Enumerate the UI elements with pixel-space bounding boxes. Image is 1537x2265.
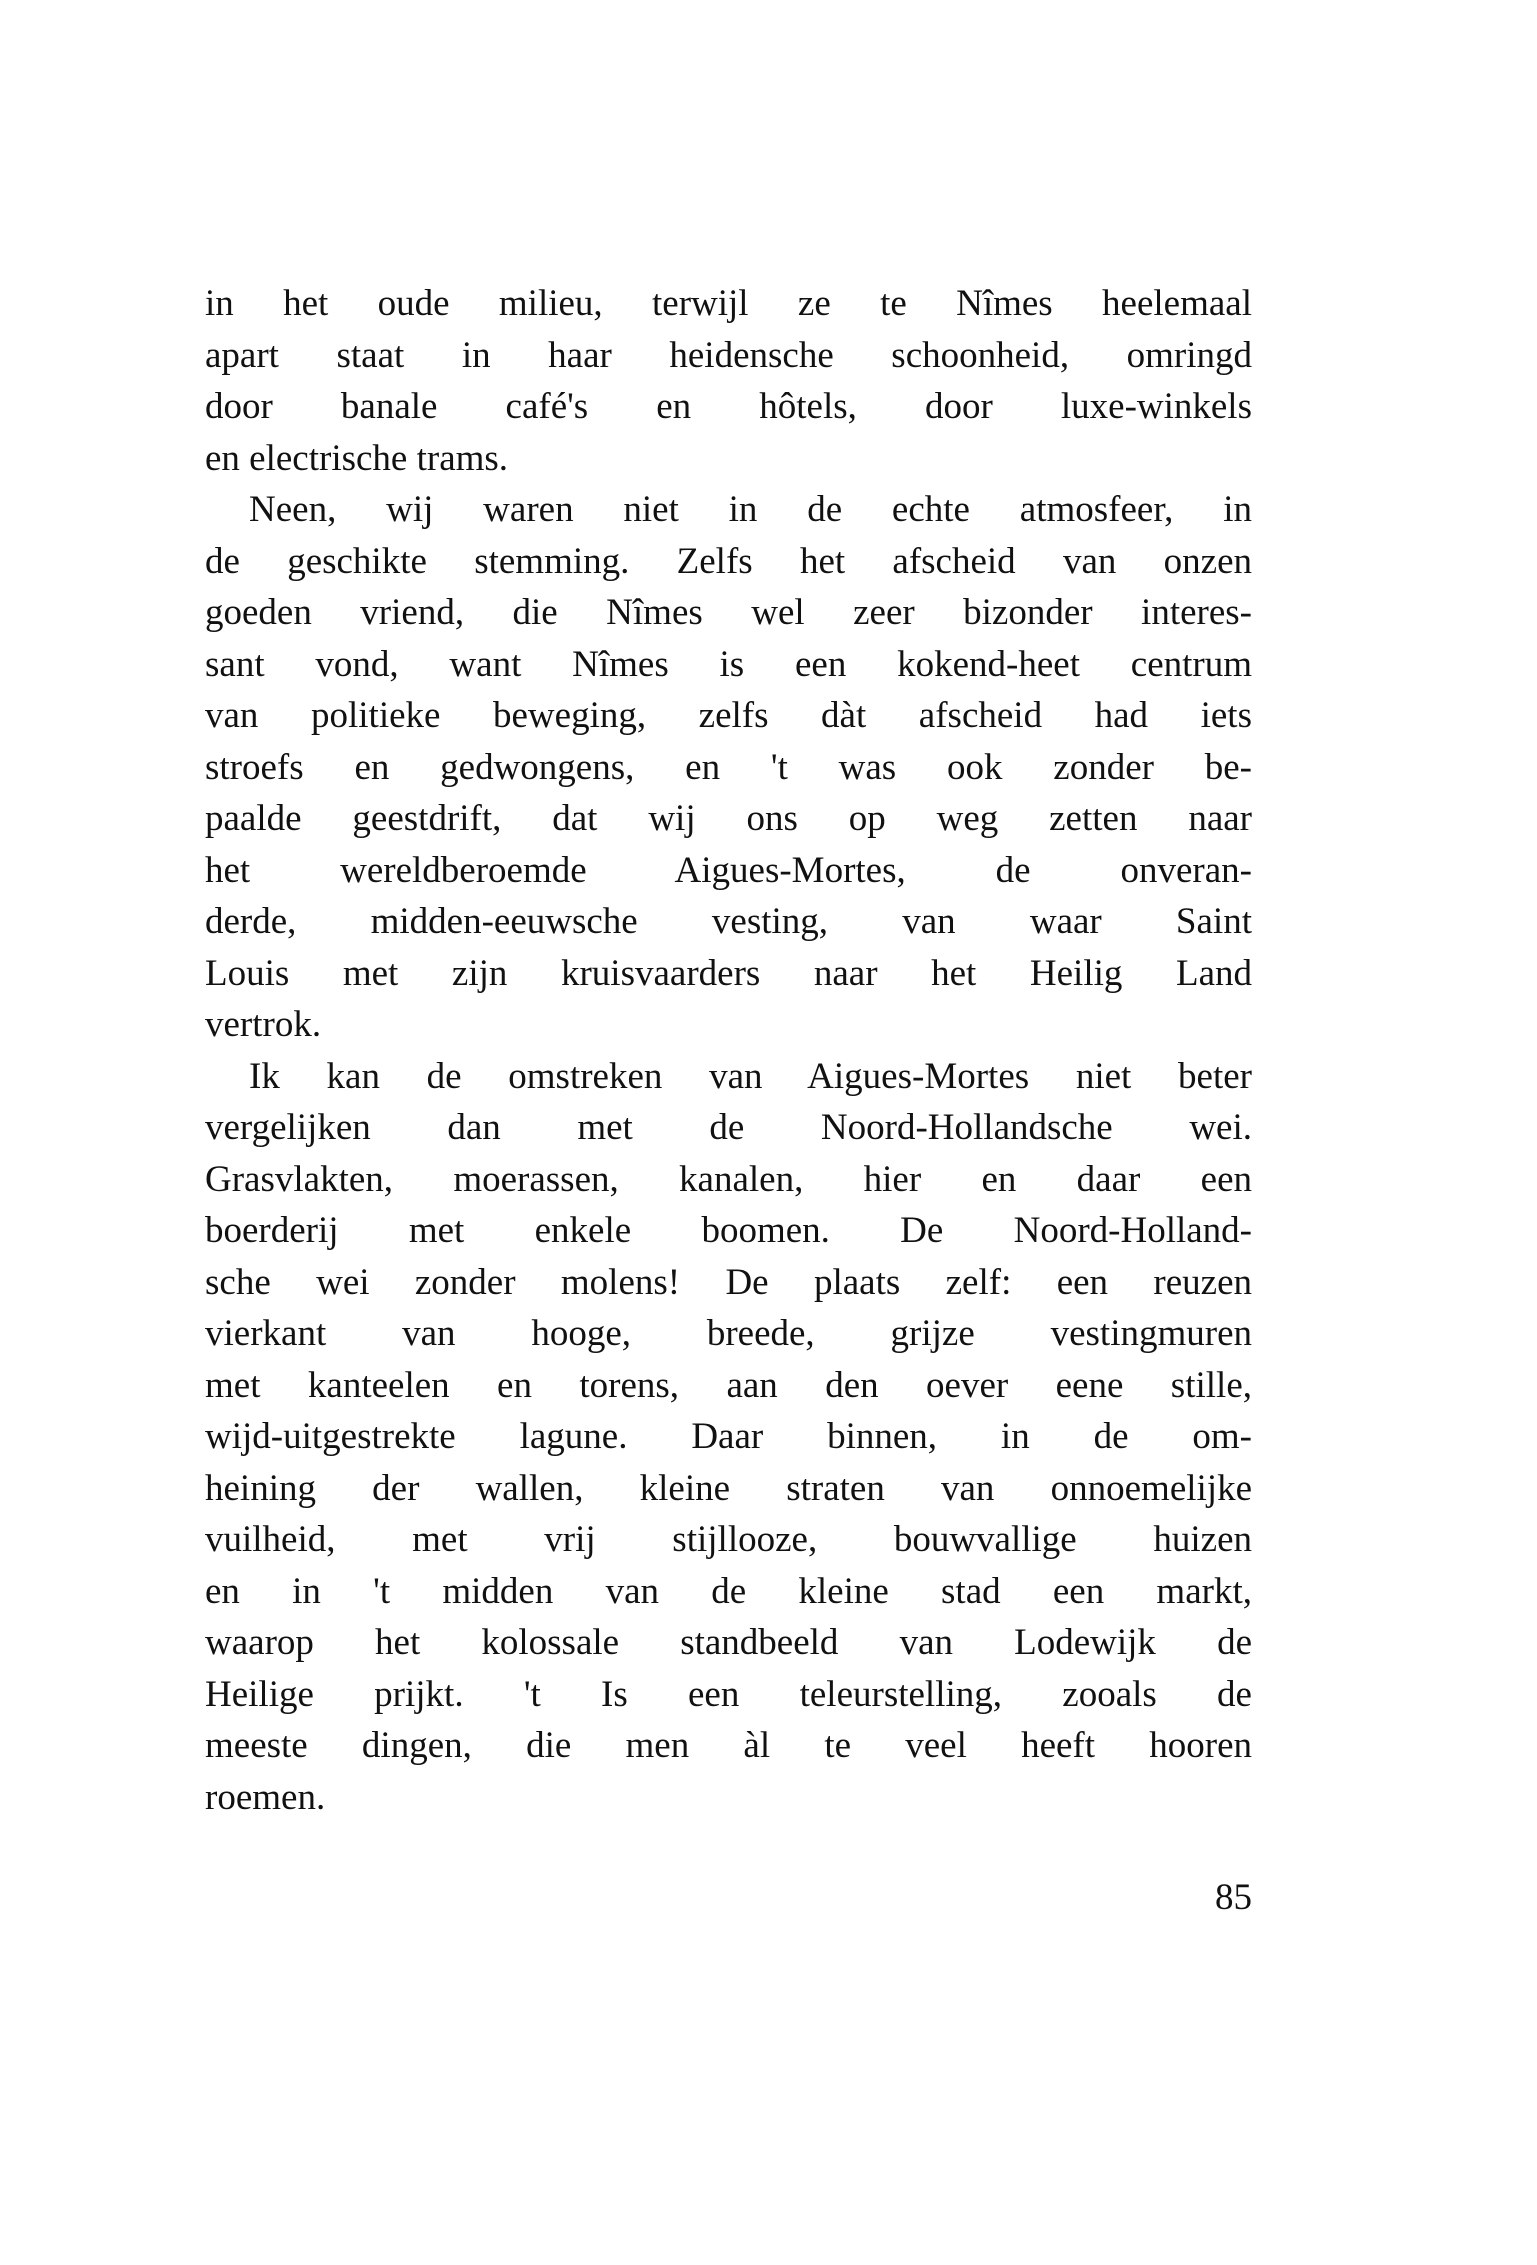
text-line-content: Grasvlakten, moerassen, kanalen, hier en daar een <box>205 1158 1252 1200</box>
text-line-content: en electrische trams. <box>205 437 509 479</box>
text-line-content: goeden vriend, die Nîmes wel zeer bizonder interes- <box>205 592 1252 633</box>
text-line <box>205 1720 1252 1772</box>
text-line <box>205 484 1252 536</box>
text-line-content: Louis met zijn kruisvaarders naar het Heilig Land <box>205 952 1252 994</box>
text-line <box>205 999 1252 1051</box>
text-line-content: het wereldberoemde Aigues-Mortes, de onveran- <box>205 849 1252 891</box>
text-line <box>205 536 1252 588</box>
text-line-content: sche wei zonder molens! De plaats zelf: een reuzen <box>205 1261 1252 1303</box>
text-line-content: vierkant van hooge, breede, grijze vestingmuren <box>205 1313 1252 1354</box>
text-line-content: met kanteelen en torens, aan den oever eene stille, <box>205 1364 1252 1406</box>
text-line <box>205 1514 1252 1566</box>
text-line-content: en in 't midden van de kleine stad een markt, <box>205 1570 1252 1612</box>
text-line-content: boerderij met enkele boomen. De Noord-Holland- <box>205 1210 1252 1251</box>
text-line <box>205 1051 1252 1103</box>
text-line <box>205 433 1252 485</box>
text-line <box>205 1669 1252 1721</box>
text-line <box>205 639 1252 691</box>
text-line <box>205 1308 1252 1360</box>
text-line-content: apart staat in haar heidensche schoonheid, omringd <box>205 334 1252 376</box>
text-line-content: meeste dingen, die men àl te veel heeft hooren <box>205 1725 1252 1766</box>
text-line-content: van politieke beweging, zelfs dàt afscheid had iets <box>205 695 1252 736</box>
text-line <box>205 690 1252 742</box>
text-line-content: heining der wallen, kleine straten van onnoemelijke <box>205 1467 1252 1509</box>
text-line-content: vuilheid, met vrij stijllooze, bouwvallige huizen <box>205 1519 1252 1560</box>
text-line <box>205 1411 1252 1463</box>
text-line <box>205 278 1252 330</box>
text-line-content: de geschikte stemming. Zelfs het afscheid van onzen <box>205 540 1252 582</box>
text-line-content: roemen. <box>205 1776 326 1818</box>
text-line <box>205 330 1252 382</box>
text-line <box>205 1360 1252 1412</box>
text-line-content: Ik kan de omstreken van Aigues-Mortes niet beter <box>249 1055 1252 1097</box>
text-line <box>205 793 1252 845</box>
text-line-content: derde, midden-eeuwsche vesting, van waar Saint <box>205 901 1252 942</box>
text-line-content: in het oude milieu, terwijl ze te Nîmes heelemaal <box>205 283 1252 324</box>
text-line-content: vergelijken dan met de Noord-Hollandsche wei. <box>205 1107 1252 1148</box>
text-line <box>205 896 1252 948</box>
text-line <box>205 1205 1252 1257</box>
body-text <box>205 278 1252 1823</box>
text-line-content: wijd-uitgestrekte lagune. Daar binnen, in de om- <box>205 1416 1252 1457</box>
text-line <box>205 1154 1252 1206</box>
text-line-content: door banale café's en hôtels, door luxe-winkels <box>205 386 1252 427</box>
text-line-content: vertrok. <box>205 1004 322 1045</box>
text-line <box>205 1463 1252 1515</box>
text-line <box>205 1102 1252 1154</box>
text-line <box>205 1566 1252 1618</box>
text-line <box>205 948 1252 1000</box>
text-line <box>205 742 1252 794</box>
text-line <box>205 1257 1252 1309</box>
text-line <box>205 587 1252 639</box>
text-line <box>205 1617 1252 1669</box>
text-line <box>205 845 1252 897</box>
text-line-content: stroefs en gedwongens, en 't was ook zonder be- <box>205 746 1252 788</box>
text-line-content: sant vond, want Nîmes is een kokend-heet centrum <box>205 643 1252 685</box>
text-line-content: Neen, wij waren niet in de echte atmosfeer, in <box>249 489 1252 530</box>
text-line-content: Heilige prijkt. 't Is een teleurstelling, zooals de <box>205 1673 1252 1715</box>
text-line <box>205 381 1252 433</box>
text-line <box>205 1772 1252 1824</box>
text-line-content: waarop het kolossale standbeeld van Lodewijk de <box>205 1622 1252 1663</box>
page-number: 85 <box>1215 1877 1252 1918</box>
text-line-content: paalde geestdrift, dat wij ons op weg zetten naar <box>205 798 1252 839</box>
